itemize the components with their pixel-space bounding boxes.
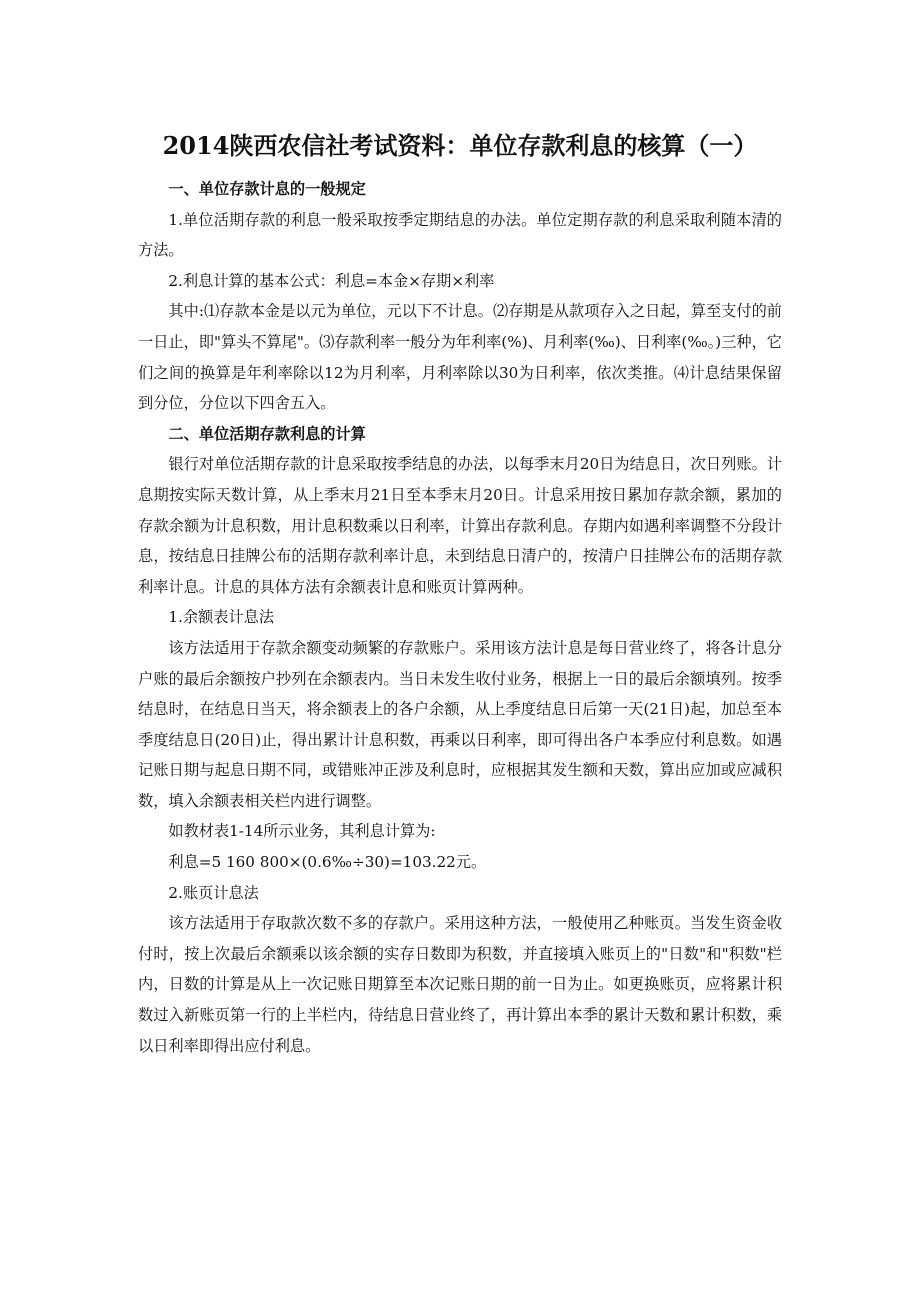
paragraph-rule-1: 1.单位活期存款的利息一般采取按季定期结息的办法。单位定期存款的利息采取利随本清的方法。 [138,210,782,260]
page-title: 2014陕西农信社考试资料：单位存款利息的核算（一） [162,131,758,160]
paragraph-ledger-method: 该方法适用于存取款次数不多的存款户。采用这种方法，一般使用乙种账页。当发生资金收付时，按上次最后余额乘以该余额的实存日数即为积数，并直接填入账页上的"日数"和"积数"栏内，日数的计算是从上一次记账日期算至本次记账日期的前一日为止。如更换账页，应将累计积数过入新账页第一行的上半栏内，待结息日营业终了，再计算出本季的累计天数和累计积数，乘以日利率即得出应付利息。 [138,914,782,1055]
section-heading-1: 一、单位存款计息的一般规定 [168,180,366,198]
subheading-ledger-method: 2.账页计息法 [168,883,259,902]
paragraph-notes: 其中:⑴存款本金是以元为单位，元以下不计息。⑵存期是从款项存入之日起，算至支付的前一日止，即"算头不算尾"。⑶存款利率一般分为年利率(%)、月利率(‰)、日利率(‰。)三种，它们之间的换算是年利率除以12为月利率，月利率除以30为日利率，依次类推。⑷计息结果保留到分位，分位以下四舍五入。 [138,302,782,413]
paragraph-formula: 2.利息计算的基本公式：利息=本金×存期×利率 [168,271,495,290]
paragraph-balance-method: 该方法适用于存款余额变动频繁的存款账户。采用该方法计息是每日营业终了，将各计息分户账的最后余额按户抄列在余额表内。当日未发生收付业务，根据上一日的最后余额填列。按季结息时，在结息日当天，将余额表上的各户余额，从上季度结息日后第一天(21日)起，加总至本季度结息日(20日)止，得出累计计息积数，再乘以日利率，即可得出各户本季应付利息数。如遇记账日期与起息日期不同，或错账冲正涉及利息时，应根据其发生额和天数，算出应加或应减积数，填入余额表相关栏内进行调整。 [138,638,782,810]
section-heading-2: 二、单位活期存款利息的计算 [168,424,366,443]
paragraph-example-result: 利息=5 160 800×(0.6‰÷30)=103.22元。 [168,853,487,872]
document-body [138,174,782,1061]
paragraph-demand-interest: 银行对单位活期存款的计息采取按季结息的办法，以每季末月20日为结息日，次日列账。计息期按实际天数计算，从上季末月21日至本季末月20日。计息采用按日累加存款余额，累加的存款余额为计息积数，用计息积数乘以日利率，计算出存款利息。存期内如遇利率调整不分段计息，按结息日挂牌公布的活期存款利率计息，未到结息日清户的，按清户日挂牌公布的活期存款利率计息。计息的具体方法有余额表计息和账页计算两种。 [138,455,782,596]
paragraph-example-intro: 如教材表1-14所示业务，其利息计算为: [168,822,436,841]
subheading-balance-method: 1.余额表计息法 [168,608,275,627]
